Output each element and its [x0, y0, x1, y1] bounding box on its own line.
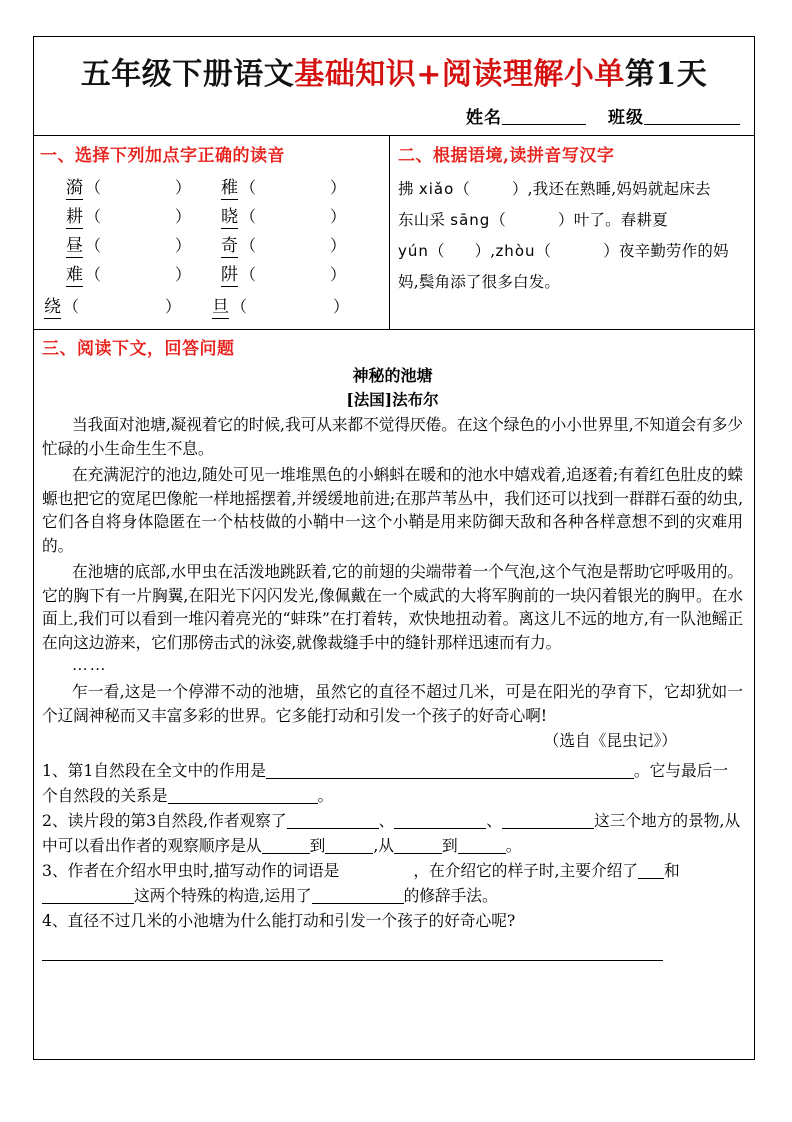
question-2-blank-3[interactable] [502, 813, 594, 829]
questions-list [42, 759, 743, 961]
paren-open: （ [63, 297, 80, 316]
paren-close: ） [603, 242, 619, 260]
student-info-row [466, 103, 740, 128]
char-item[interactable] [221, 260, 376, 285]
section-3-heading: 三、阅读下文，回答问题 [42, 339, 235, 359]
pinyin-sentence [398, 174, 754, 298]
char-row [40, 260, 389, 289]
section-2-cell [390, 136, 754, 329]
pinyin-line-2-prefix: 东山采 [398, 211, 446, 229]
name-label: 姓名 [466, 108, 502, 128]
paren-open: （ [240, 265, 257, 284]
paren-open: （ [428, 242, 445, 260]
page-title [34, 49, 754, 93]
char-item[interactable] [44, 292, 212, 322]
paren-close: ） [333, 297, 350, 316]
pinyin-token-zhou: zhòu [495, 242, 536, 260]
title-zone [34, 37, 754, 136]
char-glyph: 旦 [212, 297, 229, 317]
pinyin-line-1-prefix: 拂 [398, 180, 414, 198]
question-2-text-a: 2、读片段的第3自然段,作者观察了 [42, 811, 287, 830]
article-ellipsis: …… [72, 657, 108, 674]
paren-close: ） [474, 242, 491, 260]
title-part-highlight: 基础知识+阅读理解小单 [294, 57, 625, 92]
question-2-text-c: 到 [309, 835, 326, 855]
paren-open: （ [535, 242, 552, 260]
class-input-line[interactable] [644, 109, 740, 125]
question-2-text-f: 。 [505, 835, 522, 855]
question-2-text-e: 到 [442, 835, 458, 855]
paren-open: （ [490, 211, 506, 229]
char-item[interactable] [66, 173, 221, 198]
paren-close: ） [330, 265, 347, 284]
pinyin-line-3-suffix: 夜辛勤劳作的妈 [618, 242, 729, 260]
pinyin-line-2 [398, 205, 754, 236]
question-3-blank-3[interactable] [42, 888, 134, 904]
char-row [40, 231, 389, 260]
article-author: [法国]法布尔 [346, 390, 439, 409]
question-1-text-b: 。它与最后一个自然段的关系是 [42, 761, 729, 805]
question-1-blank-1[interactable] [266, 763, 634, 779]
section-2-heading: 二、根据语境,读拼音写汉字 [398, 146, 615, 166]
pinyin-token-xiao: xiǎo [418, 180, 455, 198]
article-paragraph: 在池塘的底部,水甲虫在活泼地跳跃着,它的前翅的尖端带着一个气泡,这个气泡是帮助它呼吸用的。它的胸下有一片胸翼,在阳光下闪闪发光,像佩戴在一个威武的大将军胸前的一块闪着银光的胸甲。在水面上,我们可以看到一堆闪着亮光的“蚌珠”在打着转，欢快地扭动着。离这儿不远的地方,有一队池鳐正在向这边游来，它们那傍击式的泳姿,就像裁缝手中的缝针那样迅速而有力。 [42, 562, 743, 652]
article-source: （选自《昆虫记》） [543, 731, 677, 750]
paren-open: （ [240, 178, 257, 197]
paren-close: ） [330, 178, 347, 197]
exercise-table [34, 136, 754, 330]
article-paragraph: 乍一看,这是一个停滞不动的池塘，虽然它的直径不超过几米，可是在阳光的孕育下，它却犹如一个辽阔神秘而又丰富多彩的世界。它多能打动和引发一个孩子的好奇心啊! [42, 682, 743, 725]
question-3-text-d: 这两个特殊的构造,运用了 [134, 885, 312, 905]
question-3-blank-4[interactable] [312, 888, 404, 904]
question-2-text-b: 这三个地方的景物,从中可以看出作者的观察顺序是从 [42, 811, 741, 855]
pinyin-token-yun: yún [398, 242, 429, 260]
char-row [40, 173, 389, 202]
question-1-text-c: 。 [317, 785, 334, 805]
section-1-heading: 一、选择下列加点字正确的读音 [40, 146, 285, 166]
char-glyph: 绕 [44, 297, 61, 317]
section-1-cell [34, 136, 390, 329]
question-2-blank-1[interactable] [287, 813, 379, 829]
char-glyph: 晓 [221, 207, 238, 227]
worksheet-page-frame [33, 36, 755, 1060]
article-title: 神秘的池塘 [352, 366, 433, 385]
question-2 [42, 809, 743, 858]
question-2-blank-2[interactable] [394, 813, 486, 829]
question-2-blank-5[interactable] [325, 838, 373, 854]
paren-close: ） [165, 297, 182, 316]
char-glyph: 稚 [221, 178, 238, 198]
question-2-sep-1: 、 [378, 811, 395, 830]
pronunciation-grid [40, 173, 389, 322]
char-item[interactable] [221, 231, 376, 256]
paren-open: （ [85, 265, 102, 284]
class-label: 班级 [608, 108, 644, 128]
paren-close: ） [511, 180, 528, 198]
question-3-blank-2[interactable] [638, 863, 664, 879]
pinyin-line-4: 妈,鬓角添了很多白发。 [398, 273, 561, 291]
pinyin-line-2-suffix: 叶了。春耕夏 [573, 211, 668, 229]
pinyin-line-3-sep: , [490, 242, 496, 260]
question-2-blank-7[interactable] [458, 838, 506, 854]
question-2-blank-6[interactable] [394, 838, 442, 854]
paren-close: ） [175, 236, 192, 255]
char-glyph: 奇 [221, 236, 238, 256]
char-item[interactable] [66, 202, 221, 227]
article-paragraph: 在充满泥泞的池边,随处可见一堆堆黑色的小蝌蚪在暖和的池水中嬉戏着,追逐着;有着红色肚皮的蝾螈也把它的宽尾巴像舵一样地摇摆着,并缓缓地前进;在那芦苇丛中，我们还可以找到一群群石蚕的幼虫,它们各自将身体隐匿在一个枯枝做的小鞘中一这个小鞘是用来防御天敌和各种各样意想不到的灾难用的。 [42, 465, 743, 555]
question-2-text-d: ,从 [373, 835, 394, 855]
question-3-text-a: 3、作者在介绍水甲虫时,描写动作的词语是 [42, 861, 340, 880]
char-item[interactable] [221, 173, 376, 198]
reading-section [34, 330, 754, 1059]
char-glyph: 难 [66, 265, 83, 285]
char-item[interactable] [221, 202, 376, 227]
article-paragraph: 当我面对池塘,凝视着它的时候,我可从来都不觉得厌倦。在这个绿色的小小世界里,不知道会有多少忙碌的小生命生生不息。 [42, 415, 743, 458]
pinyin-line-3 [398, 236, 754, 267]
paren-open: （ [240, 236, 257, 255]
title-part-day: 第1天 [624, 57, 708, 92]
pinyin-line-1-suffix: ,我还在熟睡,妈妈就起床去 [527, 180, 711, 198]
char-row [40, 292, 389, 322]
char-glyph: 阱 [221, 265, 238, 285]
question-1-blank-2[interactable] [168, 788, 318, 804]
question-3-text-e: 的修辞手法。 [403, 885, 498, 905]
question-3 [42, 859, 743, 908]
char-item[interactable] [66, 260, 221, 285]
pinyin-token-sang: sāng [450, 211, 491, 229]
paren-close: ） [558, 211, 574, 229]
question-2-sep-2: 、 [486, 811, 502, 830]
char-row [40, 202, 389, 231]
question-1 [42, 759, 743, 808]
paren-open: （ [240, 207, 257, 226]
paren-close: ） [175, 207, 192, 226]
paren-open: （ [231, 297, 248, 316]
question-4: 4、直径不过几米的小池塘为什么能打动和引发一个孩子的好奇心呢? [42, 911, 516, 930]
question-4-answer-line[interactable] [42, 943, 663, 961]
question-1-text-a: 1、第1自然段在全文中的作用是 [42, 761, 266, 780]
question-3-text-b: ，在介绍它的样子时,主要介绍了 [413, 861, 638, 880]
paren-open: （ [85, 207, 102, 226]
paren-close: ） [175, 178, 192, 197]
paren-open: （ [85, 236, 102, 255]
char-glyph: 耕 [66, 207, 83, 227]
char-item[interactable] [212, 292, 380, 322]
question-2-blank-4[interactable] [262, 838, 310, 854]
paren-open: （ [85, 178, 102, 197]
char-item[interactable] [66, 231, 221, 256]
pinyin-line-1 [398, 174, 754, 205]
name-input-line[interactable] [502, 109, 586, 125]
paren-close: ） [175, 265, 192, 284]
char-glyph: 昼 [66, 236, 83, 256]
question-3-text-c: 和 [663, 861, 680, 880]
paren-close: ） [330, 236, 347, 255]
char-glyph: 漪 [66, 178, 83, 198]
paren-open: （ [454, 180, 470, 198]
title-part-grade: 五年级下册语文 [80, 57, 295, 92]
paren-close: ） [330, 207, 347, 226]
